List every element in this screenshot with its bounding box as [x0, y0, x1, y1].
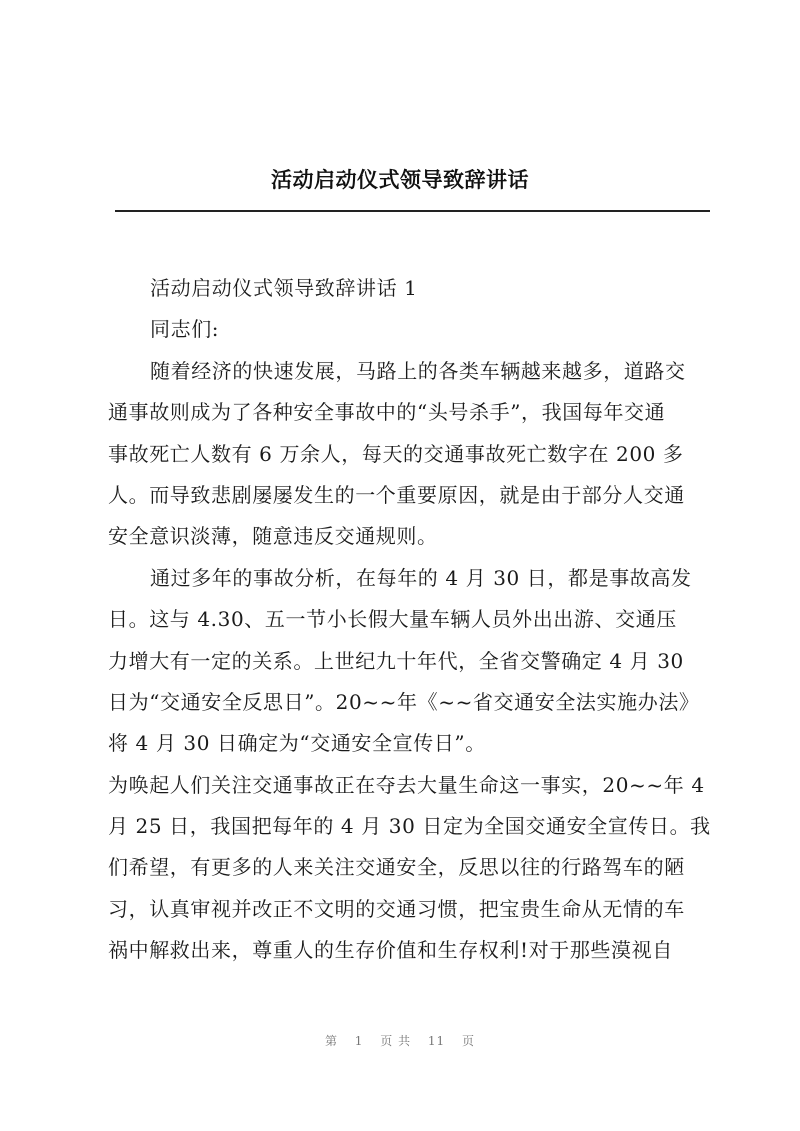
paragraph-line: 人。而导致悲剧屡屡发生的一个重要原因，就是由于部分人交通 — [108, 482, 685, 507]
paragraph-line: 安全意识淡薄，随意违反交通规则。 — [108, 524, 438, 549]
paragraph-line: 月 25 日，我国把每年的 4 月 30 日定为全国交通安全宣传日。我 — [108, 814, 711, 839]
paragraph-line: 通过多年的事故分析，在每年的 4 月 30 日，都是事故高发 — [150, 565, 692, 590]
paragraph-line: 随着经济的快速发展，马路上的各类车辆越来越多，道路交 — [150, 358, 686, 383]
footer-page-middle: 页 共 — [380, 1034, 412, 1048]
paragraph-line: 通事故则成为了各种安全事故中的“头号杀手”，我国每年交通 — [108, 400, 666, 425]
footer-page-prefix: 第 — [324, 1034, 338, 1048]
footer-page-total: 11 — [427, 1034, 446, 1048]
footer-page-suffix: 页 — [462, 1034, 476, 1048]
paragraph-line: 习，认真审视并改正不文明的交通习惯，把宝贵生命从无情的车 — [108, 896, 685, 921]
paragraph-line: 日为“交通安全反思日”。20~~年《~~省交通安全法实施办法》 — [108, 689, 700, 714]
paragraph-line: 事故死亡人数有 6 万余人，每天的交通事故死亡数字在 200 多 — [108, 441, 684, 466]
paragraph-line: 力增大有一定的关系。上世纪九十年代，全省交警确定 4 月 30 — [108, 648, 684, 673]
document-title: 活动启动仪式领导致辞讲话 — [271, 168, 529, 192]
paragraph-line: 们希望，有更多的人来关注交通安全，反思以往的行路驾车的陋 — [108, 855, 685, 880]
salutation: 同志们: — [150, 317, 220, 342]
page-footer — [0, 1032, 800, 1049]
paragraph-line: 为唤起人们关注交通事故正在夺去大量生命这一事实，20~~年 4 — [108, 772, 705, 797]
paragraph-line: 祸中解救出来，尊重人的生存价值和生存权利!对于那些漠视自 — [108, 938, 673, 963]
section-heading: 活动启动仪式领导致辞讲话 1 — [150, 276, 418, 300]
title-divider — [115, 210, 710, 212]
paragraph-line: 日。这与 4.30、五一节小长假大量车辆人员外出出游、交通压 — [108, 607, 677, 632]
footer-page-number: 1 — [354, 1034, 364, 1048]
paragraph-line: 将 4 月 30 日确定为“交通安全宣传日”。 — [108, 731, 486, 756]
document-body — [108, 268, 711, 972]
